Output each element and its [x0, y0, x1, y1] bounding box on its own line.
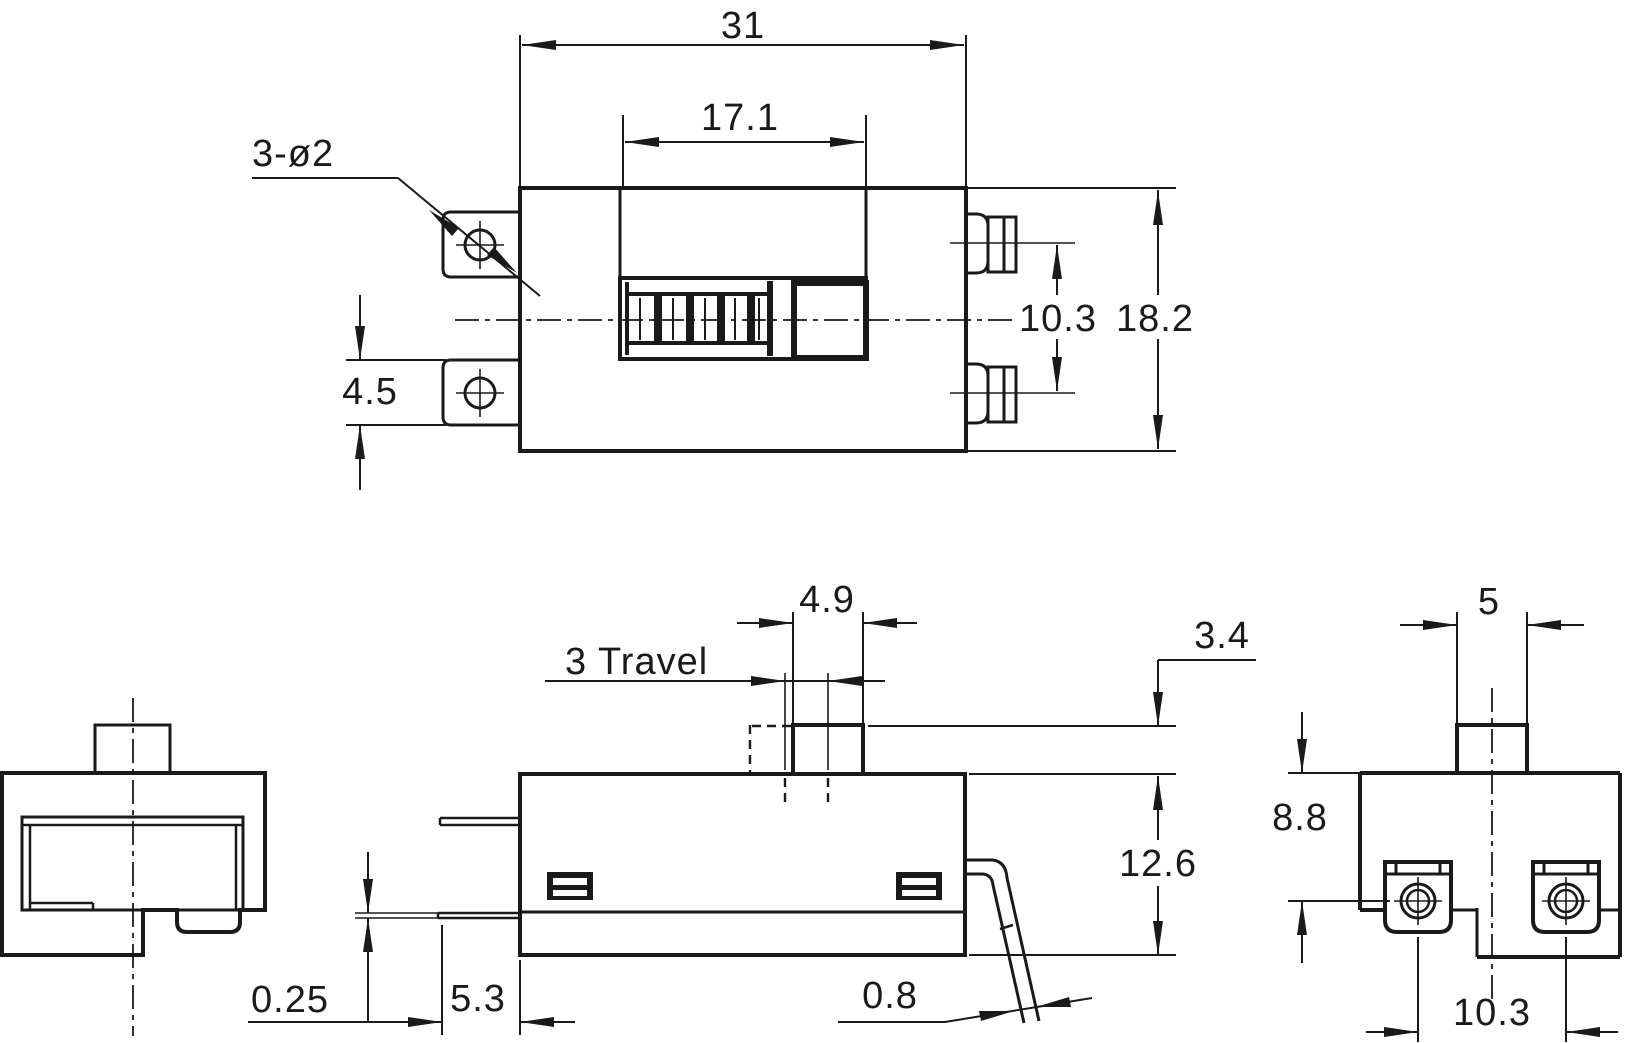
- dim-screw-height: 8.8: [1272, 797, 1328, 839]
- arrowhead: [520, 1017, 554, 1027]
- arrowhead: [1153, 692, 1163, 726]
- track-post: [747, 296, 755, 342]
- arrowhead: [1153, 191, 1163, 225]
- dim-bent-pin-thickness: 0.8: [862, 975, 918, 1017]
- dim-tab-height: 4.5: [342, 371, 398, 413]
- arrowhead: [487, 247, 517, 273]
- dim-knob-width: 4.9: [799, 579, 855, 621]
- slot-window: [902, 878, 936, 885]
- arrowhead: [355, 425, 365, 459]
- slot-window: [553, 878, 587, 885]
- right-end-view: [1264, 581, 1620, 1042]
- arrowhead: [830, 137, 864, 147]
- bent-pin-inner: [965, 874, 1024, 1023]
- arrowhead: [979, 1011, 1014, 1021]
- dim-knob-height: 3.4: [1194, 615, 1250, 657]
- terminal-screw-lower: [988, 367, 1016, 422]
- arrowhead: [625, 137, 659, 147]
- dim-stem-width: 5: [1477, 581, 1501, 623]
- arrowhead: [1384, 1027, 1418, 1037]
- dim-pin-thickness: 0.25: [251, 979, 329, 1021]
- track-post: [654, 296, 662, 342]
- arrowhead: [1297, 739, 1307, 773]
- top-view: [252, 5, 1207, 490]
- arrowhead: [863, 618, 897, 628]
- arrowhead: [759, 618, 793, 628]
- arrowhead: [363, 879, 373, 913]
- arrowhead: [828, 676, 862, 686]
- terminal-screw-upper: [988, 217, 1016, 272]
- bent-pin-outer: [965, 860, 1039, 1021]
- dim-travel: 3 Travel: [565, 641, 709, 683]
- arrowhead: [522, 40, 556, 50]
- arrowhead: [1566, 1027, 1600, 1037]
- front-body: [520, 774, 965, 955]
- arrowhead: [1036, 997, 1071, 1007]
- arrowhead: [1052, 357, 1062, 391]
- track-post: [717, 296, 725, 342]
- arrowhead: [1052, 245, 1062, 279]
- arrowhead: [1423, 620, 1457, 630]
- arrowhead: [1153, 415, 1163, 449]
- arrowhead: [751, 676, 785, 686]
- dim-body-depth: 18.2: [1116, 298, 1194, 340]
- track-post: [686, 296, 694, 342]
- arrowhead: [408, 1017, 442, 1027]
- arrowhead: [355, 326, 365, 360]
- callout-holes: 3-ø2: [252, 133, 335, 175]
- dim-terminal-pitch: 10.3: [1019, 298, 1097, 340]
- arrowhead: [1153, 776, 1163, 810]
- slot-window: [553, 890, 587, 896]
- dim-screw-pitch: 10.3: [1453, 992, 1531, 1034]
- dim-overall-width: 31: [720, 5, 766, 47]
- slot-window: [902, 890, 936, 896]
- front-view: [355, 579, 1256, 1023]
- arrowhead: [1527, 620, 1561, 630]
- dim-body-height: 12.6: [1119, 843, 1197, 885]
- arrowhead: [1297, 901, 1307, 935]
- left-end-view: [2, 698, 575, 1036]
- arrowhead: [363, 918, 373, 952]
- dim-window-width: 17.1: [701, 97, 779, 139]
- arrowhead: [930, 40, 964, 50]
- dim-pin-inset: 5.3: [450, 978, 506, 1020]
- arrowhead: [1153, 921, 1163, 955]
